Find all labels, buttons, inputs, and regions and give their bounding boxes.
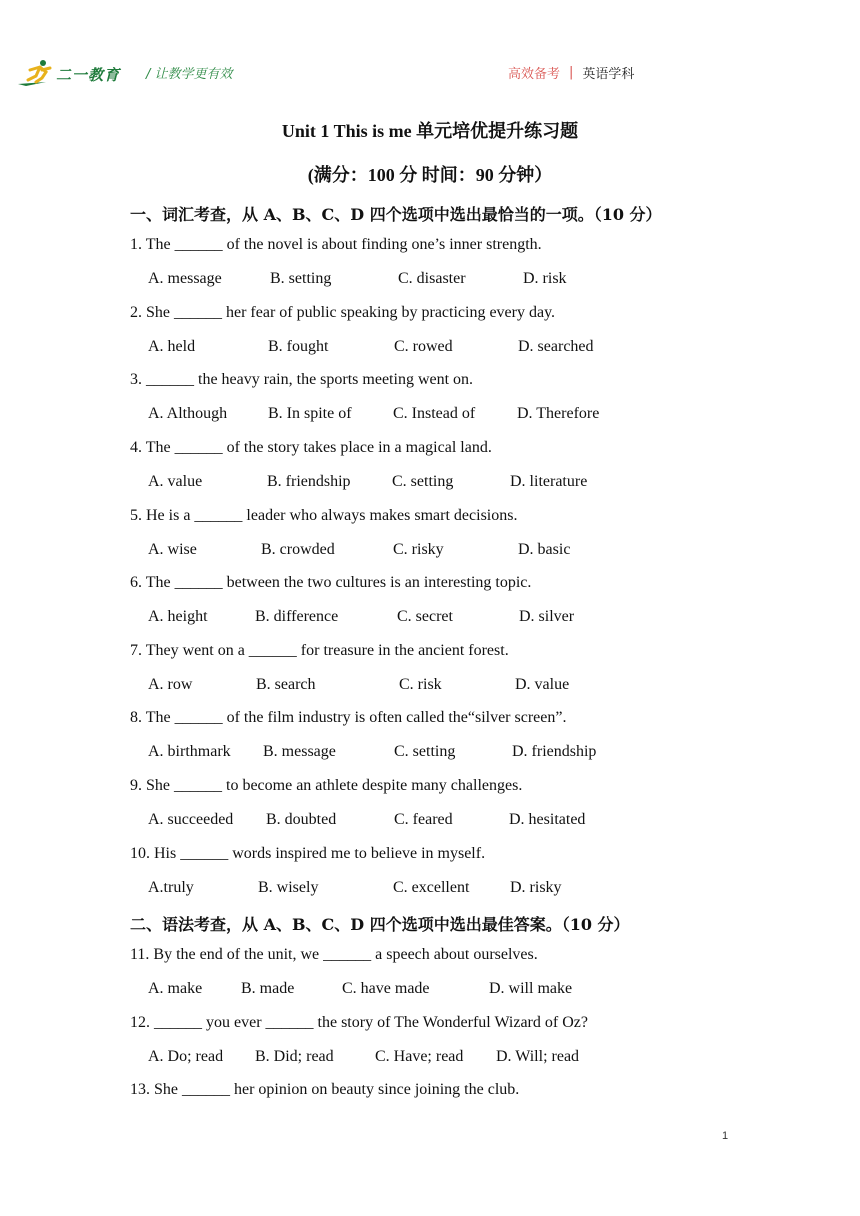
- option-10c: C. excellent: [393, 879, 470, 896]
- option-9b: B. doubted: [266, 811, 337, 828]
- option-10a: A.truly: [148, 879, 194, 896]
- option-11c: C. have made: [342, 980, 430, 997]
- option-1b: B. setting: [270, 270, 332, 287]
- option-12c: C. Have; read: [375, 1048, 464, 1065]
- option-9d: D. hesitated: [509, 811, 586, 828]
- option-4a: A. value: [148, 473, 203, 490]
- option-8a: A. birthmark: [148, 743, 231, 760]
- option-10b: B. wisely: [258, 879, 319, 896]
- question-7: 7. They went on a ______ for treasure in the ancient forest.: [130, 642, 509, 659]
- option-4c: C. setting: [392, 473, 454, 490]
- option-11b: B. made: [241, 980, 295, 997]
- page-header: [0, 0, 860, 100]
- option-12d: D. Will; read: [496, 1048, 580, 1065]
- option-11a: A. make: [148, 980, 203, 997]
- option-1a: A. message: [148, 270, 222, 287]
- section2-heading: 二、语法考查，从 A、B、C、D 四个选项中选出最佳答案。（10 分）: [130, 915, 630, 934]
- option-7c: C. risk: [399, 676, 442, 693]
- option-12a: A. Do; read: [148, 1048, 224, 1065]
- option-2c: C. rowed: [394, 338, 453, 355]
- question-10: 10. His ______ words inspired me to believe in myself.: [130, 845, 486, 862]
- option-11d: D. will make: [489, 980, 573, 997]
- question-4: 4. The ______ of the story takes place in a magical land.: [130, 439, 492, 456]
- tag-separator: |: [569, 65, 574, 80]
- option-6b: B. difference: [255, 608, 339, 625]
- question-11: 11. By the end of the unit, we ______ a speech about ourselves.: [130, 946, 538, 963]
- page-title: Unit 1 This is me 单元培优提升练习题: [281, 121, 579, 141]
- page-subtitle: (满分：100 分 时间：90 分钟）: [307, 165, 553, 185]
- option-4b: B. friendship: [267, 473, 351, 490]
- option-3b: B. In spite of: [268, 405, 352, 422]
- question-5: 5. He is a ______ leader who always makes smart decisions.: [130, 507, 518, 524]
- question-13: 13. She ______ her opinion on beauty since joining the club.: [130, 1081, 520, 1098]
- option-12b: B. Did; read: [255, 1048, 334, 1065]
- option-7d: D. value: [515, 676, 570, 693]
- option-3a: A. Although: [148, 405, 228, 422]
- option-6a: A. height: [148, 608, 208, 625]
- question-6: 6. The ______ between the two cultures is an interesting topic.: [130, 574, 532, 591]
- option-6d: D. silver: [519, 608, 575, 625]
- tag-right: 英语学科: [582, 67, 635, 82]
- option-8d: D. friendship: [512, 743, 597, 760]
- question-8: 8. The ______ of the film industry is often called the“silver screen”.: [130, 709, 567, 726]
- question-2: 2. She ______ her fear of public speaking by practicing every day.: [130, 304, 556, 321]
- option-3c: C. Instead of: [393, 405, 476, 422]
- option-1d: D. risk: [523, 270, 567, 287]
- question-12: 12. ______ you ever ______ the story of The Wonderful Wizard of Oz?: [130, 1014, 588, 1031]
- slogan: / 让教学更有效: [146, 67, 233, 82]
- option-3d: D. Therefore: [517, 405, 600, 422]
- tag-left: 高效备考: [508, 67, 561, 82]
- option-5a: A. wise: [148, 541, 197, 558]
- question-3: 3. ______ the heavy rain, the sports meeting went on.: [130, 371, 474, 388]
- option-6c: C. secret: [397, 608, 453, 625]
- option-5d: D. basic: [518, 541, 571, 558]
- question-9: 9. She ______ to become an athlete despite many challenges.: [130, 777, 523, 794]
- option-5b: B. crowded: [261, 541, 335, 558]
- option-2d: D. searched: [518, 338, 594, 355]
- option-9a: A. succeeded: [148, 811, 234, 828]
- page-number: 1: [722, 1130, 729, 1142]
- logo-text: 二一教育: [56, 66, 121, 84]
- question-1: 1. The ______ of the novel is about finding one’s inner strength.: [130, 236, 542, 253]
- option-10d: D. risky: [510, 879, 562, 896]
- subject-tag: [508, 63, 634, 82]
- option-5c: C. risky: [393, 541, 444, 558]
- option-2a: A. held: [148, 338, 196, 355]
- option-2b: B. fought: [268, 338, 329, 355]
- option-7b: B. search: [256, 676, 316, 693]
- option-7a: A. row: [148, 676, 193, 693]
- option-8c: C. setting: [394, 743, 456, 760]
- option-1c: C. disaster: [398, 270, 466, 287]
- section1-heading: 一、词汇考查，从 A、B、C、D 四个选项中选出最恰当的一项。（10 分）: [130, 205, 662, 224]
- option-8b: B. message: [263, 743, 336, 760]
- option-9c: C. feared: [394, 811, 453, 828]
- option-4d: D. literature: [510, 473, 588, 490]
